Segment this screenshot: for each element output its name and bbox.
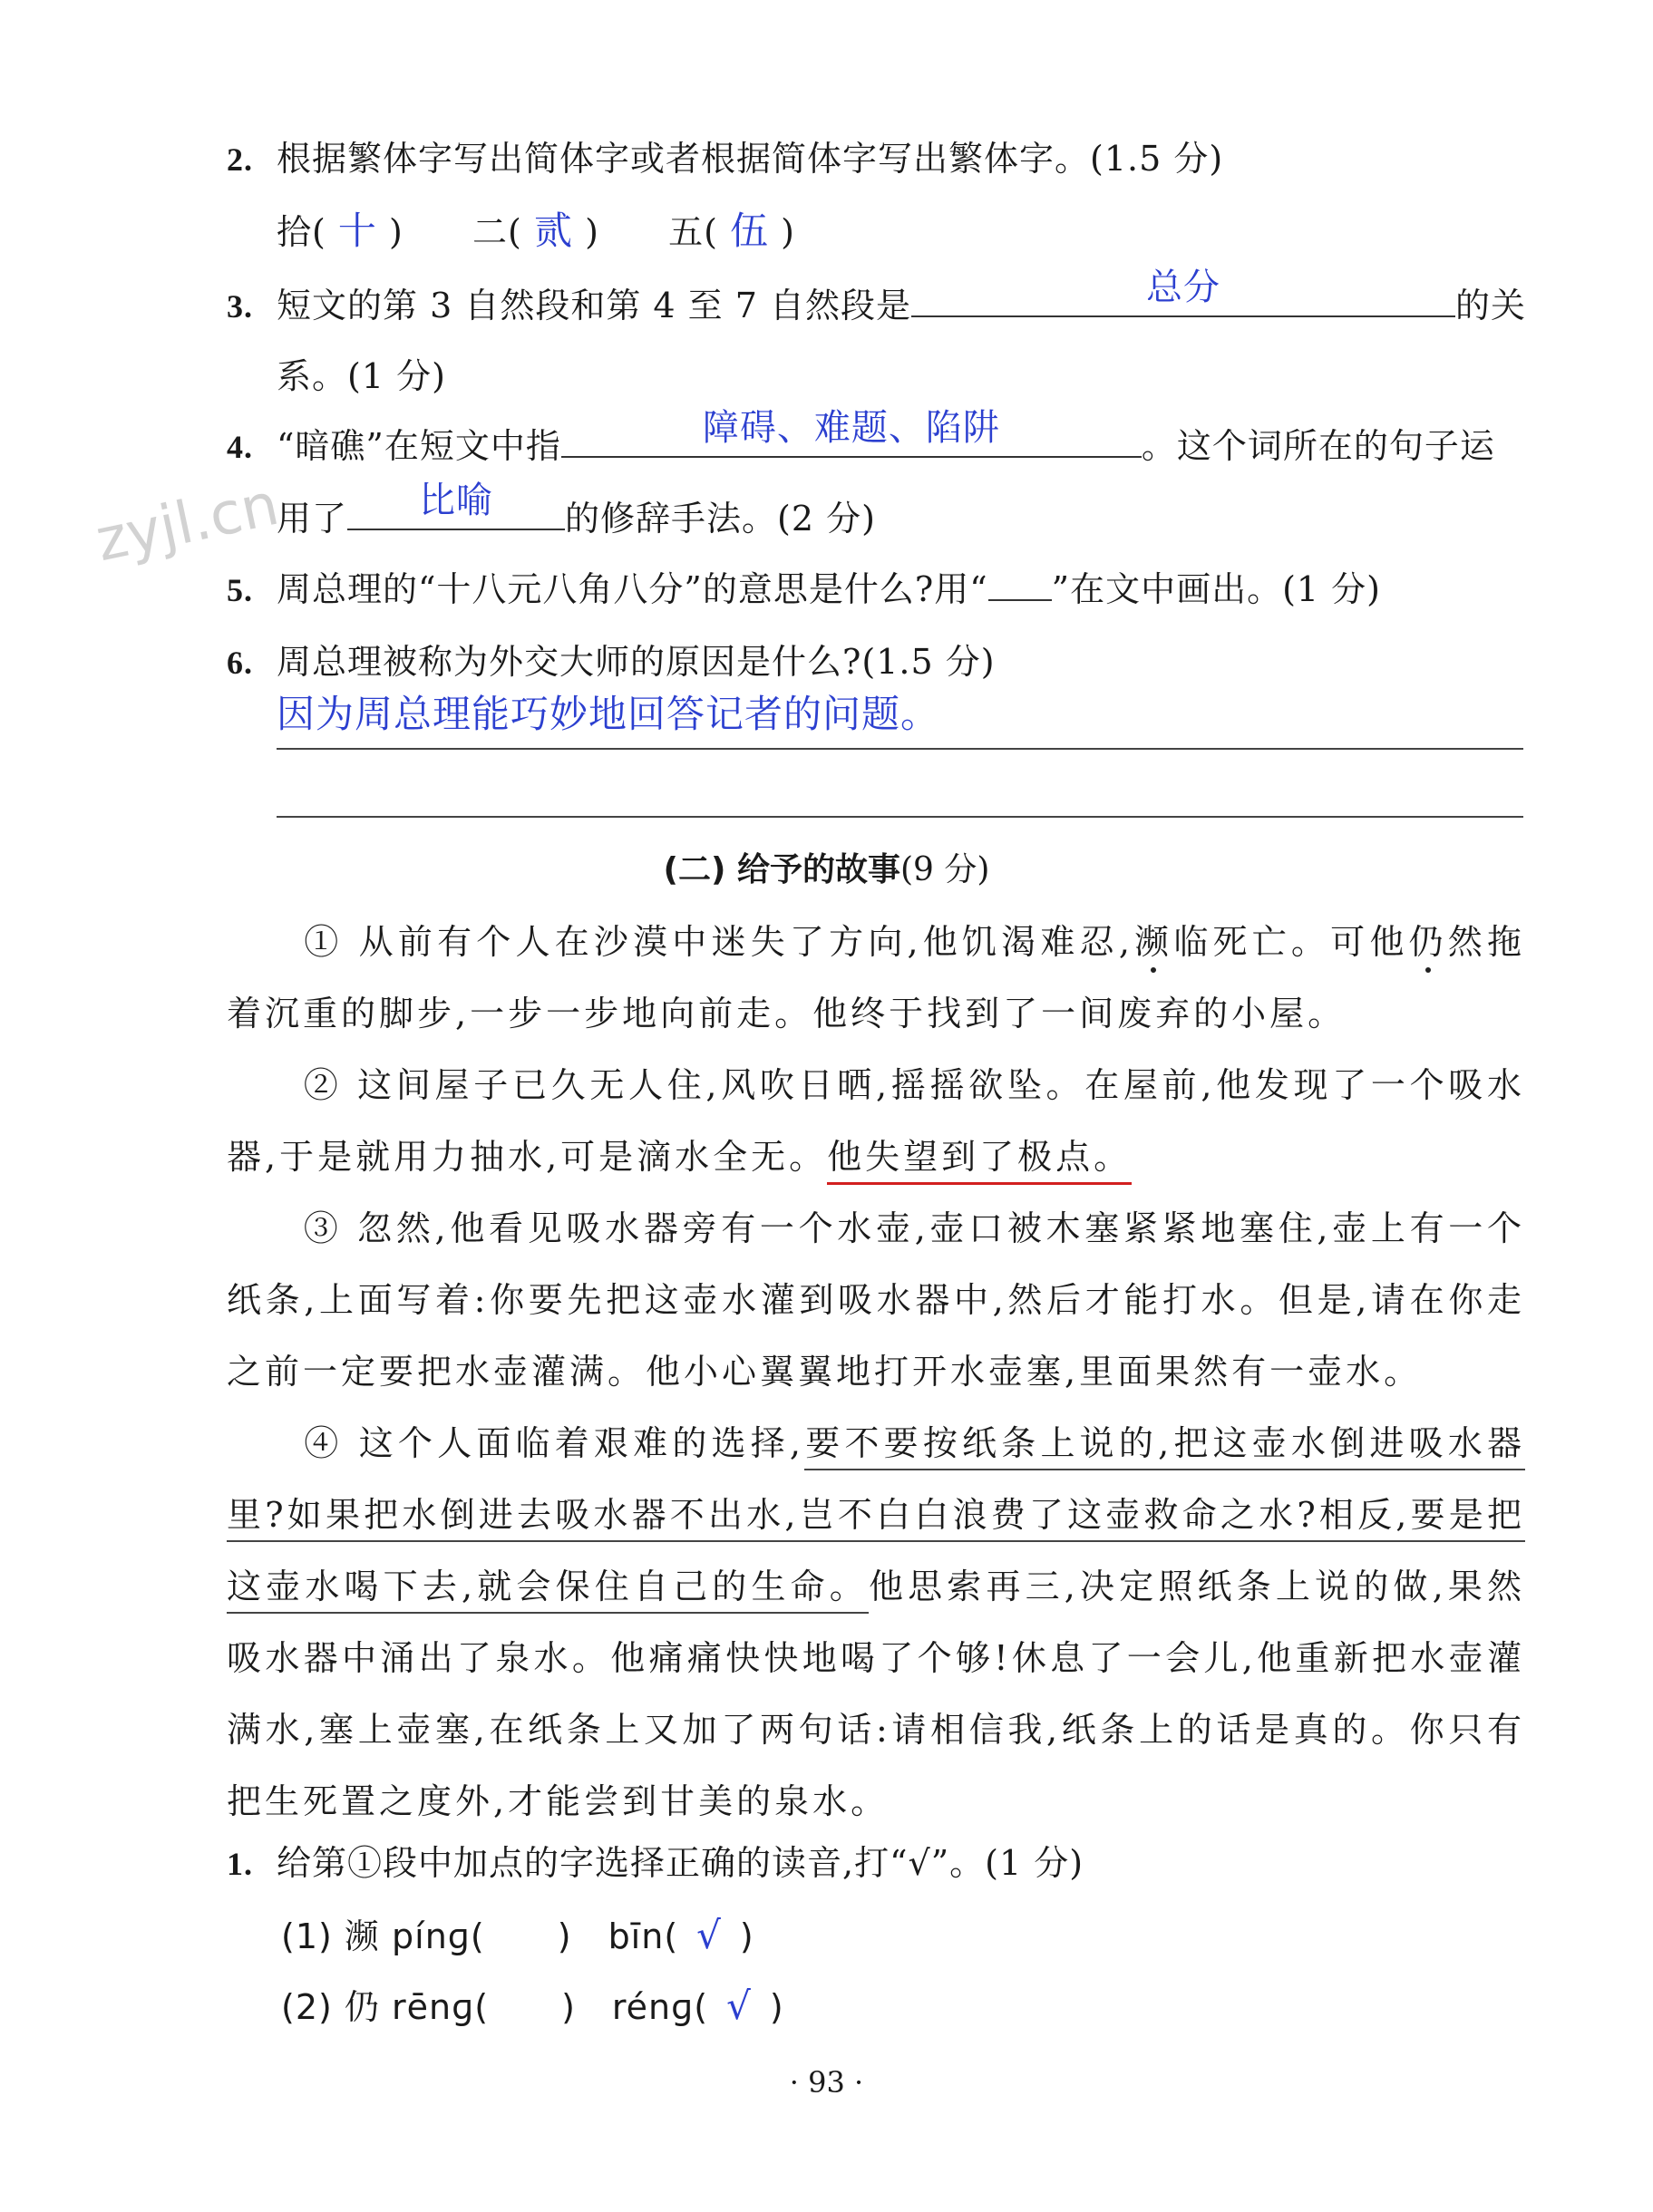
s2q1-item-1: (1) 濒 pínɡ( ) bīn( √ ) [281,1913,754,1957]
q3-answer: 总分 [1146,267,1221,308]
q4-number: 4. [227,429,253,465]
section-score: (9 分) [900,851,990,888]
page-number: · 93 · [789,2065,864,2100]
q5-text: 周总理的“十八元八角八分”的意思是什么?用“ [277,569,988,609]
q3-number: 3. [227,288,253,325]
q2-prompt [227,136,1223,182]
paragraph-3: ③ 忽然,他看见吸水器旁有一个水壶,壶口被木塞紧紧地塞住,壶上有一个纸条,上面写着:你要先把这壶水灌到吸水器中,然后才能打水。但是,请在你走之前一定要把水壶灌满。他小心翼翼地打开水壶塞,里面果然有一壶水。 [227,1208,1525,1392]
s2q1-text: 给第①段中加点的字选择正确的读音,打“√”。(1 分) [277,1843,1084,1883]
paragraph-4: ④ 这个人面临着艰难的选择,要不要按纸条上说的,把这壶水倒进吸水器里?如果把水倒进去吸水器不出水,岂不白白浪费了这壶救命之水?相反,要是把这壶水喝下去,就会保住自己的生命。他思索再三,决定照纸条上说的做,果然吸水器中涌出了泉水。他痛痛快快地喝了个够!休息了一会儿,他重新把水壶灌满水,塞上壶塞,在纸条上又加了两句话:请相信我,纸条上的话是真的。你只有把生死置之度外,才能尝到甘美的泉水。 [227,1423,1525,1821]
q5-text-after: ”在文中画出。(1 分) [1051,569,1381,609]
q6-answer-line-1 [277,748,1523,750]
check-mark-2: √ [726,1984,752,2028]
q6-number: 6. [227,645,253,681]
q6-text: 周总理被称为外交大师的原因是什么?(1.5 分) [277,642,996,682]
s2q1-number: 1. [227,1846,253,1882]
s2q1-item-2: (2) 仍 rēnɡ( ) rénɡ( √ ) [281,1984,784,2028]
q2-number: 2. [227,141,253,178]
q4-answer1: 障碍、难题、陷阱 [702,407,1000,449]
q4-answer1-blank [561,407,1142,458]
q6-answer-line-2 [277,816,1523,818]
watermark: zyjl.cn [90,471,285,576]
q4-prompt [227,407,1495,470]
q2-answers [277,209,795,255]
q5-underline-sample [988,570,1052,601]
q2-text: 根据繁体字写出简体字或者根据简体字写出繁体字。(1.5 分) [277,139,1224,179]
dotted-char-2: 仍 [1408,922,1448,962]
section-title [0,848,1653,893]
red-underlined-sentence: 他失望到了极点。 [827,1137,1132,1185]
q4-text-before: “暗礁”在短文中指 [277,426,561,466]
s2q1-prompt [227,1840,1084,1887]
q3-answer-blank [911,267,1455,317]
q4-line2-after: 的修辞手法。(2 分) [565,499,876,538]
q6-answer: 因为周总理能巧妙地回答记者的问题。 [277,692,940,736]
q6-prompt [227,639,996,685]
q2-answer-3: 伍 [730,209,770,253]
q2-item-1: 拾( 十 ) [277,209,404,253]
section-title-text: (二) 给予的故事 [663,851,900,888]
q3-text-before: 短文的第 3 自然段和第 4 至 7 自然段是 [277,286,912,325]
q4-answer2: 比喻 [419,480,494,521]
q4-line2 [277,480,876,541]
q2-item-2: 二( 贰 ) [472,209,599,253]
q4-line2-before: 用了 [277,499,348,538]
q2-answer-2: 贰 [533,209,573,253]
paragraph-2: ② 这间屋子已久无人住,风吹日晒,摇摇欲坠。在屋前,他发现了一个吸水器,于是就用力抽水,可是滴水全无。他失望到了极点。 [227,1050,1525,1193]
q3-line2: 系。(1 分) [277,356,446,396]
q4-text-mid: 。这个词所在的句子运 [1141,426,1495,466]
q5-prompt [227,567,1381,613]
q2-answer-1: 十 [337,209,377,253]
paragraph-1: ① 从前有个人在沙漠中迷失了方向,他饥渴难忍,濒临死亡。可他仍然拖着沉重的脚步,一步一步地向前走。他终于找到了一间废弃的小屋。 [227,922,1525,1033]
underlined-passage: 要不要按纸条上说的,把这壶水倒进吸水器里?如果把水倒进去吸水器不出水,岂不白白浪费了这壶救命之水?相反,要是把这壶水喝下去,就会保住自己的生命。 [227,1423,1525,1614]
q3-prompt [227,267,1527,329]
q5-number: 5. [227,572,253,608]
q3-text-after: 的关 [1455,286,1527,325]
check-mark-1: √ [696,1913,722,1957]
q2-item-3: 五( 伍 ) [668,209,795,253]
q4-answer2-blank [347,480,565,530]
dotted-char-1: 濒 [1133,922,1174,962]
